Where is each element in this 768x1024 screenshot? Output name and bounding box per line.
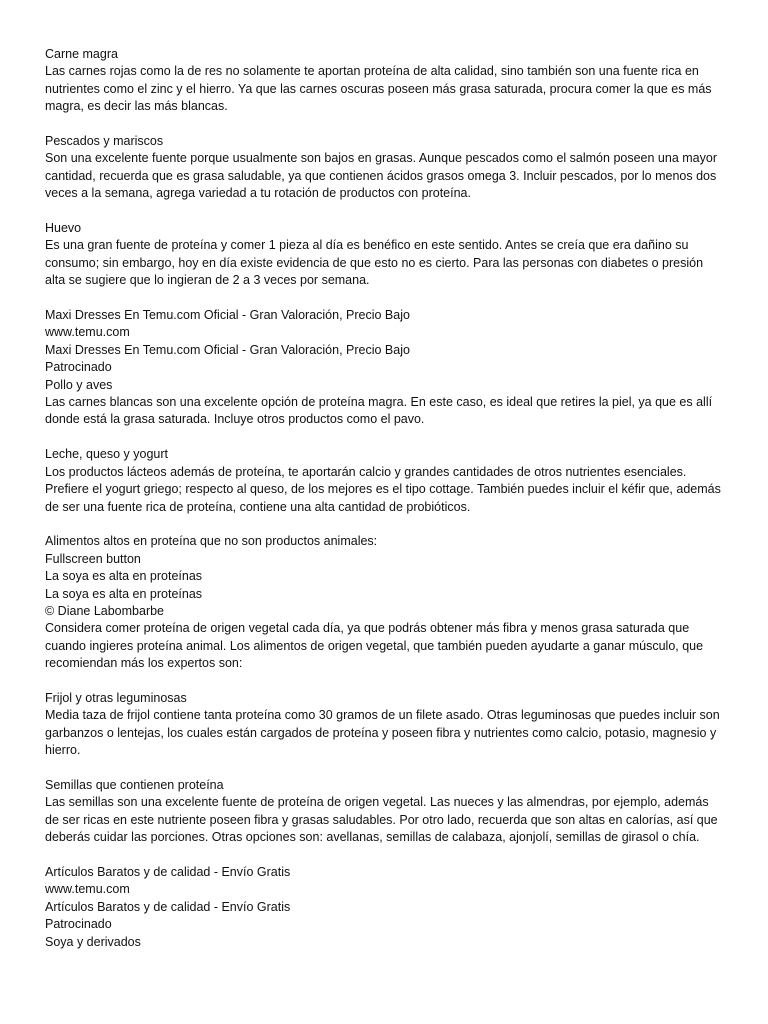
image-caption: La soya es alta en proteínas — [45, 569, 203, 584]
section-lacteos — [45, 446, 725, 516]
section-heading: Pescados y mariscos — [45, 134, 164, 149]
section-semillas — [45, 777, 725, 847]
ad-url: www.temu.com — [45, 882, 130, 897]
sponsored-ad-1 — [45, 307, 725, 377]
section-heading: Carne magra — [45, 47, 118, 61]
section-heading: Frijol y otras leguminosas — [45, 690, 187, 705]
section-body: Media taza de frijol contiene tanta proteína como 30 gramos de un filete asado. Otras leguminosas que puedes incluir son garbanzos o lentejas, los cuales están cargados de proteína y poseen fibra y nutrientes como calcio, potasio, magnesio y hierro. — [45, 708, 720, 758]
section-frijol — [45, 690, 725, 760]
paragraph-gap — [45, 847, 725, 864]
section-body: Los productos lácteos además de proteína, te aportarán calcio y grandes cantidades de otros nutrientes esenciales. Prefiere el yogurt griego; respecto al queso, de los mejores es el tipo cottage. También puedes incluir el kéfir que, además de ser una fuente rica de proteína, contiene una alta cantidad de probióticos. — [45, 464, 721, 514]
fullscreen-button-text: Fullscreen button — [45, 551, 141, 566]
section-body: Las carnes blancas son una excelente opción de proteína magra. En este caso, es ideal que retires la piel, ya que es allí donde está la grasa saturada. Incluye otros productos como el pavo. — [45, 395, 713, 427]
ad-title-repeat: Maxi Dresses En Temu.com Oficial - Gran Valoración, Precio Bajo — [45, 342, 410, 357]
section-huevo — [45, 220, 725, 290]
ad-url: www.temu.com — [45, 325, 130, 340]
section-heading: Alimentos altos en proteína que no son productos animales: — [45, 534, 378, 549]
paragraph-gap — [45, 116, 725, 133]
ad-sponsored-label: Patrocinado — [45, 917, 112, 932]
paragraph-gap — [45, 290, 725, 307]
section-body: Son una excelente fuente porque usualmente son bajos en grasas. Aunque pescados como el salmón poseen una mayor cantidad, recuerda que es grasa saludable, ya que contienen ácidos grasos omega 3. Incluir pescados, por lo menos dos veces a la semana, agrega variedad a tu rotación de productos con proteína. — [45, 151, 717, 201]
section-heading: Semillas que contienen proteína — [45, 777, 224, 792]
sponsored-ad-2 — [45, 864, 725, 934]
image-credit: © Diane Labombarbe — [45, 603, 165, 618]
section-soya — [45, 934, 725, 951]
section-heading: Soya y derivados — [45, 934, 141, 949]
ad-title: Artículos Baratos y de calidad - Envío Gratis — [45, 864, 291, 879]
section-body: Considera comer proteína de origen vegetal cada día, ya que podrás obtener más fibra y menos grasa saturada que cuando ingieres proteína animal. Los alimentos de origen vegetal, que también pueden ayudarte a ganar músculo, que recomiendan más los expertos son: — [45, 621, 704, 671]
paragraph-gap — [45, 203, 725, 220]
section-vegetal — [45, 533, 725, 672]
section-heading: Leche, queso y yogurt — [45, 447, 168, 462]
section-body: Es una gran fuente de proteína y comer 1 pieza al día es benéfico en este sentido. Antes se creía que era dañino su consumo; sin embargo, hoy en día existe evidencia de que esto no es cierto. Para las personas con diabetes o presión alta se sugiere que lo ingieran de 2 a 3 veces por semana. — [45, 238, 704, 288]
paragraph-gap — [45, 673, 725, 690]
section-pescados — [45, 133, 725, 203]
section-heading: Pollo y aves — [45, 377, 113, 392]
image-caption-repeat: La soya es alta en proteínas — [45, 586, 203, 601]
paragraph-gap — [45, 429, 725, 446]
ad-title: Maxi Dresses En Temu.com Oficial - Gran Valoración, Precio Bajo — [45, 308, 410, 323]
section-heading: Huevo — [45, 221, 82, 236]
section-body: Las semillas son una excelente fuente de proteína de origen vegetal. Las nueces y las almendras, por ejemplo, además de ser ricas en este nutriente poseen fibra y grasas saludables. Por otro lado, recuerda que son altas en calorías, así que deberás cuidar las porciones. Otras opciones son: avellanas, semillas de calabaza, ajonjolí, semillas de girasol o chía. — [45, 795, 718, 845]
paragraph-gap — [45, 516, 725, 533]
document-page — [45, 46, 725, 951]
section-body: Las carnes rojas como la de res no solamente te aportan proteína de alta calidad, sino también son una fuente rica en nutrientes como el zinc y el hierro. Ya que las carnes oscuras poseen más grasa saturada, procura comer la que es más magra, es decir las más blancas. — [45, 64, 712, 114]
ad-title-repeat: Artículos Baratos y de calidad - Envío Gratis — [45, 899, 291, 914]
ad-sponsored-label: Patrocinado — [45, 360, 112, 375]
paragraph-gap — [45, 760, 725, 777]
section-carne-magra — [45, 46, 725, 116]
section-pollo — [45, 377, 725, 429]
